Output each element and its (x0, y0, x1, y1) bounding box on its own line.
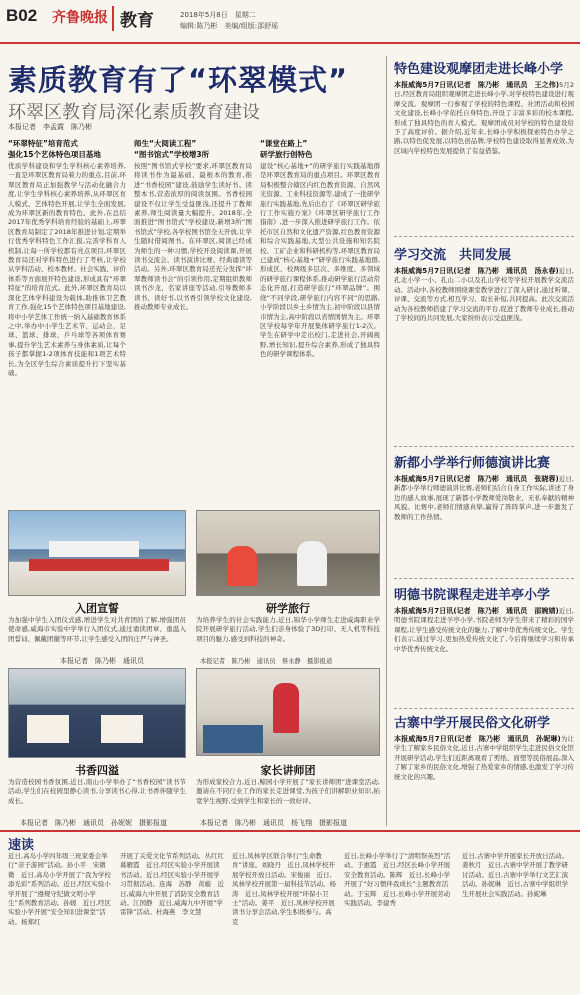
article4-byline: 本报威海5月7日讯(记者 陈乃彬 通讯员 邵婉婧) (394, 607, 559, 615)
briefs-col2: 开展了关爱文化节系列活动。丛红红 慕雁霞 近日,经区实验小学开展读书活动。近日,经区实验小学开展学习贯彻活动。连海 苏静 黄璇 近日,威海九中开展了消防安全教育活动。江国静 近日,威海九中开展“学雷锋”活动。杜海燕 李文慧 (120, 852, 231, 917)
briefs-col4: 近日,长峰小学举行了“清明祭英烈”活动。于惠霞 近日,经区长峰小学开展安全教育活动。陈辉 近日,长峰小学开展了“好习惯伴我成长”主题教育活动。于宝辉 近日,长峰小学开展劳动实践活动。李建秀 (344, 852, 451, 908)
photo-reading (8, 668, 186, 758)
article5-title: 古寨中学开展民俗文化研学 (394, 716, 551, 731)
divider (394, 446, 574, 447)
article1-text: 5月2日,经区教育局组织观摩团走进长峰小学,对学校特色建设进行观摩交流。观摩团一行参观了学校的特色课程、社团活动和校园文化建设,长峰小学依托自身特色,开设了丰富多彩的校本课程,形成了独具特色的育人模式。观摩团成员对学校的特色建设给予了高度评价。据介绍,近年来,长峰小学积极探索特色办学之路,以特色促发展,以特色创品牌,学校特色建设取得显著成效,为区域内学校特色发展提供了有益借鉴。 (394, 81, 574, 155)
article5-body (394, 734, 574, 826)
article3-title: 新都小学举行师德演讲比赛 (394, 456, 551, 471)
briefs-rule (0, 830, 580, 832)
photo-parent-lecture-text: 为形成家校合力,近日,鲸园小学开展了“家长讲师团”进课堂活动,邀请在不同行业工作的家长走进课堂,为孩子们讲解职业知识,拓宽学生视野,受到学生和家长的一致好评。 (196, 778, 380, 805)
book-shape (27, 715, 69, 743)
article3-body (394, 474, 574, 574)
speaker-shape (273, 683, 299, 733)
article2-body (394, 266, 574, 442)
photo-oath-text: 为加强中学生入团仪式感,增进学生对共青团的了解,增强团员使命感,威海市实验中学举行入团仪式,通过诵读团章、重温入团誓词、佩戴团徽等环节,让学生感受入团的庄严与神圣。 (8, 616, 186, 643)
photo-oath-byline: 本报记者 陈乃彬 通讯员 (60, 657, 144, 665)
col2-kicker-line1: 师生“大阅读工程” (134, 139, 197, 148)
photo-parent-lecture (196, 668, 380, 756)
photo-reading-byline: 本报记者 陈乃彬 通讯员 孙妮妮 摄影报道 (20, 819, 167, 827)
book-shape (101, 715, 143, 743)
col3-kicker (260, 138, 380, 160)
article5-text: 为让学生了解家乡民俗文化,近日,古寨中学组织学生走进民俗文化馆开展研学活动,学生们近距离观看了剪纸、面塑等民俗展品,深入了解了家乡的民俗文化,增强了热爱家乡的情感,也激发了学习传统文化的兴趣。 (394, 735, 574, 781)
briefs-col5: 近日,古寨中学开展家长开放日活动。姜秋月 近日,古寨中学开展了教学研讨活动。近日,古寨中学举行文艺汇演活动。孙妮琳 近日,古寨中学组织学生开展社会实践活动。孙妮琳 (462, 852, 569, 898)
photo-study-tour-text: 为培养学生的社会实践能力,近日,锦华小学师生走进威海职业学院开展研学旅行活动,学生们亲身体验了3D打印、无人机等科技项目的魅力,感受到科技的神奇。 (196, 616, 380, 643)
photo-parent-lecture-caption: 家长讲师团 (260, 764, 316, 777)
col1-kicker-line1: “环翠特征”培育范式 (8, 139, 78, 148)
col3-kicker-line1: “课堂在路上” (260, 139, 308, 148)
student-shape (227, 546, 257, 586)
article4-title: 明德书院课程走进羊亭小学 (394, 588, 551, 603)
briefs-col3: 近日,凤林学区联合举行“生命教育”讲座。刘晓丹 近日,凤林学校开展学校开放日活动。宋俊丽 近日,凤林学校开展第一届科技节活动。杨涛 近日,凤林学校开展“环保小卫士”活动。姜平 近日,凤林学校开展读书分享会活动,学生积极参与。高克 (232, 852, 336, 926)
page-header (0, 0, 580, 44)
lead-byline: 本报记者 李孟霞 陈乃彬 (8, 123, 92, 131)
article1-title: 特色建设观摩团走进长峰小学 (394, 62, 564, 77)
photo-reading-text: 为营造校园书香氛围,近日,南山小学举办了“书香校园”读书节活动,学生们在校园里静心读书,分享读书心得,让书香伴随学生成长。 (8, 778, 186, 805)
article3-byline: 本报威海5月7日讯(记者 陈乃彬 通讯员 张晓蓉) (394, 475, 559, 483)
article2-text: 近日,孔北小学一小、孔山二小以及孔山学校等学校开展教学交流活动。活动中,各校教师围绕课堂教学进行了深入研讨,通过听课、评课、交流等方式,相互学习、取长补短,共同提高。此次交流活动为各校教师搭建了学习交流的平台,促进了教师专业成长,推动了学校间的共同发展,大家纷纷表示受益匪浅。 (394, 267, 574, 323)
col3-kicker-line2: 研学旅行创特色 (260, 150, 313, 159)
column-divider (386, 56, 387, 826)
date-line: 2018年5月8日 星期二 (180, 11, 256, 19)
page-number: B02 (6, 6, 38, 25)
article2-byline: 本报威海5月7日讯(记者 陈乃彬 通讯员 汤永春) (394, 267, 559, 275)
section-title: 教育 (112, 6, 154, 31)
headline: 素质教育有了“环翠模式” (8, 63, 349, 97)
article4-text: 近日,明德书院课程走进羊亭小学,书院老师为学生带来了精彩的国学课程,让学生感受传统文化的魅力,了解中华优秀传统文化。学生们表示,通过学习,更加热爱传统文化了,今后将继续学习和传承中华优秀传统文化。 (394, 607, 574, 653)
briefs-title: 速读 (8, 838, 35, 853)
subheadline: 环翠区教育局深化素质教育建设 (8, 102, 260, 123)
col1-kicker (8, 138, 126, 160)
photo-study-tour-caption: 研学旅行 (266, 602, 310, 615)
article3-text: 近日,新都小学举行师德演讲比赛,老师们结合自身工作实际,讲述了身边的感人故事,展现了新都小学教师爱岗敬业、无私奉献的精神风貌。比赛中,老师们情感真挚,赢得了阵阵掌声,进一步激发了教师的工作热情。 (394, 475, 574, 521)
ship-shape (49, 541, 139, 557)
newspaper-logo: 齐鲁晚报 (52, 10, 108, 26)
editor-line: 编辑:陈乃彬 美编/组版:邵舒瑶 (180, 22, 279, 30)
article1-body (394, 80, 574, 230)
col1-body: 优质学科建设和学生学科核心素养培养,一直是环翠区教育局着力的重点,目前,环翠区教育局正加强教学与活动化融合力度,让学生学科核心素养培养,从环翠区育人模式、艺体特色开展,让学生全面发展,成为环翠区新的教育特色。此外,在总结2017年优秀学科培育经验的基础上,环翠区教育局制定了2018年推进计划,定期举行优秀学科特色工作汇报,完善学科育人机制,让每一所学校都有亮点项目,环翠区教育局还对学科特色进行了考核,让学校从学科活动、校本教材、社会实践、评价体系等方面展开特色建设,形成具有“环翠特征”的培育范式。此外,环翠区教育局以深化艺体学科建设为载体,助推体卫艺教育工作,强化15个艺体特色项目基地建设,将中小学艺体工作统一纳入基础教育体系之中,举办中小学生艺术节、运动会、足球、篮球、排球、乒乓球等各项体育赛事,提升学生艺术素养与身体素质,让每个孩子都掌握1-2项体育技能和1项艺术特长,为全区学生综合素质提升打下坚实基础。 (8, 162, 126, 377)
col1-kicker-line2: 强化15个艺体特色项目基地 (8, 150, 101, 159)
col3-body: 建设“核心基地+”的研学旅行实践基地群是环翠区教育局的重点项目。环翠区教育局积极整合辖区内红色教育资源、自然风光资源、工业科技资源等,建成了一批研学旅行实践基地,先后出台了《环翠区研学旅行工作实施方案》《环翠区研学旅行工作指南》,进一步深入推进研学旅行工作。依托市区自然和文化遗产资源,红色教育资源和综合实践基地,大型公共设施和知名院校、工矿企业和科研机构等,环翠区教育局已建成“核心基地+”研学旅行实践基地群,形成区、校两级多层次、多维度、多领域的研学旅行课程体系,推动研学旅行活动常态化开展,打造研学旅行“环翠品牌”。围绕“不同学段,研学旅行内容不同“的思路,小学阶段以乡土乡情为主,初中阶段以县情市情为主,高中阶段以省情国情为主。环翠区学校每学年开展集体研学旅行1-2次。学生在研学中走出校门,走进社会,开阔视野,增长知识,提升综合素养,形成了独具特色的研学课程体系。 (260, 162, 380, 359)
col2-kicker-line2: “图书馆式”学校增3所 (134, 150, 210, 159)
article2-title: 学习交流 共同发展 (394, 248, 512, 263)
article4-body (394, 606, 574, 704)
col2-body: 按照“图书馆式学校”要求,环翠区教育局将读书作为最基础、最根本的教育,推进“书香校园”建设,鼓励学生读好书、读整本书,营造浓厚的阅读氛围。书香校园建设不仅让学生受益匪浅,还提升了教师素养,师生阅读量大幅提升。2018年,全面推进“图书馆式”学校建设,新增3所“图书馆式”学校,各学校图书馆全天开放,让学生随时借阅图书。在环翠区,阅读已经成为师生的一种习惯,学校开设阅读课,开展读书交流会、读书演讲比赛、经典诵读等活动。另外,环翠区教育局还充分发挥“环翠教师读书会”的引领作用,定期组织教师读书沙龙、名家讲座等活动,引导教师多读书、读好书,以书香引领学校文化建设,推动教师专业成长。 (134, 162, 252, 312)
flag-shape (29, 559, 169, 571)
article5-byline: 本报威海5月7日讯(记者 陈乃彬 通讯员 孙妮琳) (394, 735, 561, 743)
header-meta (180, 10, 278, 32)
photo-study-tour-byline: 本报记者 陈乃彬 通讯员 蔡永静 摄影报道 (200, 658, 333, 665)
photo-oath (8, 510, 186, 596)
article1-byline: 本报威海5月7日讯(记者 陈乃彬 通讯员 王之伟) (394, 81, 560, 89)
divider (394, 578, 574, 579)
divider (394, 708, 574, 709)
photo-reading-caption: 书香四溢 (75, 764, 119, 777)
divider (394, 236, 574, 237)
student-shape (297, 541, 327, 586)
photo-study-tour (196, 510, 380, 596)
students-shape (203, 725, 263, 753)
col2-kicker (134, 138, 252, 160)
photo-oath-caption: 入团宣誓 (75, 602, 119, 615)
photo-parent-lecture-byline: 本报记者 陈乃彬 通讯员 杨飞翔 摄影报道 (200, 819, 347, 827)
briefs-col1: 近日,高岛小学四年级三班家委会举行“亲子游园”活动。孙小平 宋微微 近日,高岛小学开展了“我为学校添光彩”系列活动。近日,经区实验小学开展了“遵规守纪做文明小学生”系列教育活动。孙媛 近日,经区实验小学开展“安全知识进课堂”活动。杨郑红 (8, 852, 111, 926)
